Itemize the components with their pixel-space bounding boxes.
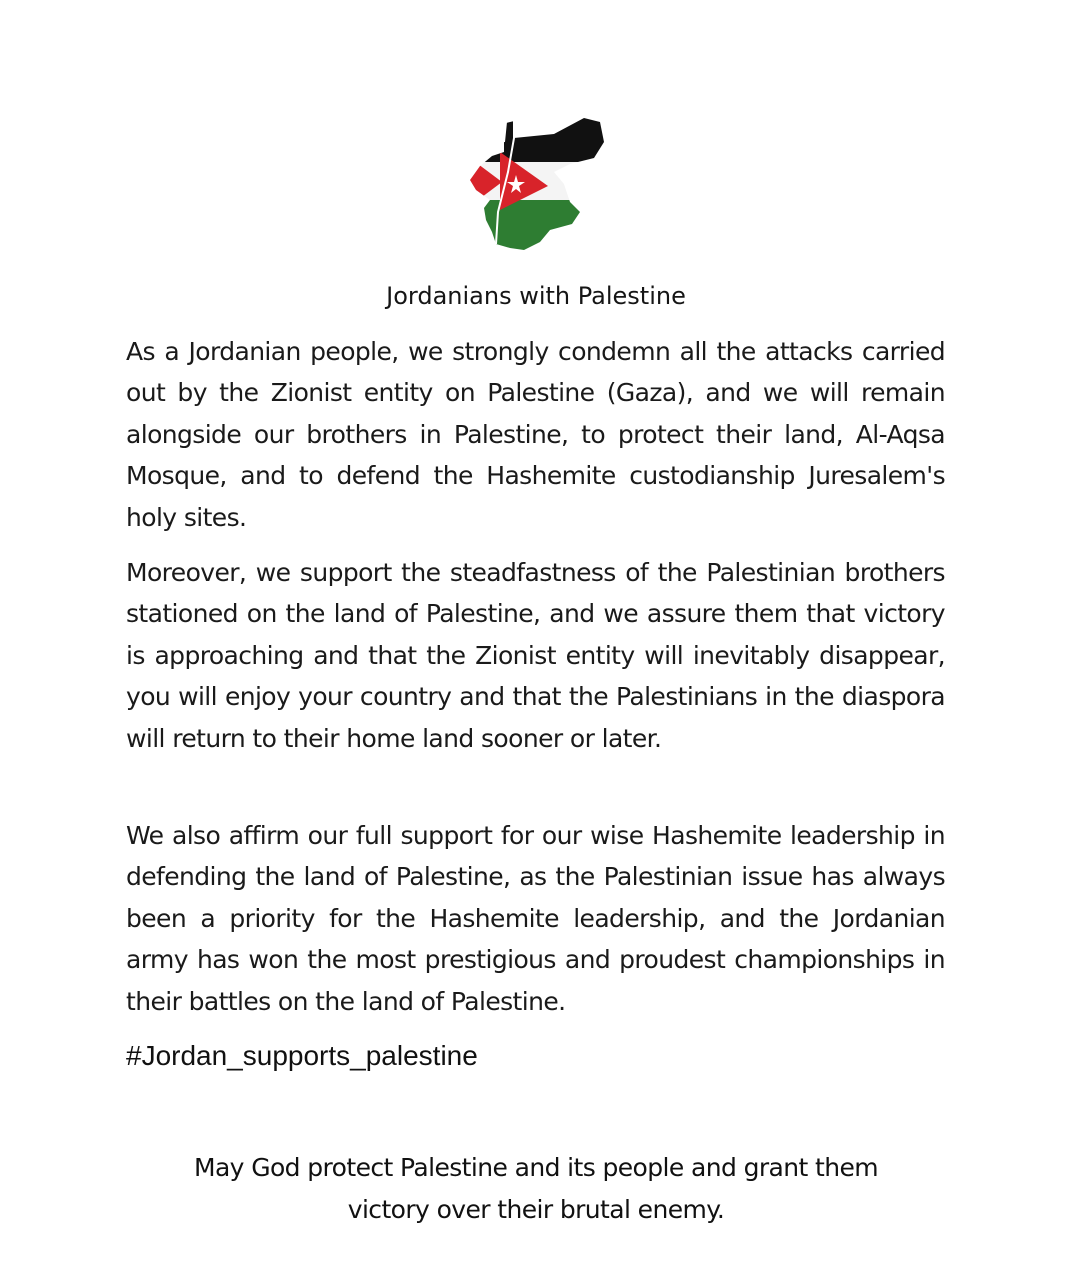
closing-prayer — [0, 1147, 1072, 1231]
closing-line-1: May God protect Palestine and its people and grant them — [193, 1153, 879, 1182]
document-title: Jordanians with Palestine — [386, 282, 686, 310]
jordan-map-flag-icon — [462, 112, 610, 254]
hashtag: #Jordan_supports_palestine — [126, 1040, 478, 1071]
paragraph-support: Moreover, we support the steadfastness of the Palestinian brothers stationed on the land of Palestine, and we assure them that victory is approaching and that the Zionist entity will inevitably disappear, you will enjoy your country and that the Palestinians in the diaspora will return to their home land sooner or later. — [126, 558, 945, 753]
paragraph-leadership: We also affirm our full support for our wise Hashemite leadership in defending the land of Palestine, as the Palestinian issue has always been a priority for the Hashemite leadership, and the Jordanian army has won the most prestigious and proudest championships in their battles on the land of Palestine. — [126, 821, 945, 1016]
closing-line-2: victory over their brutal enemy. — [347, 1195, 725, 1224]
paragraph-condemn: As a Jordanian people, we strongly condemn all the attacks carried out by the Zionist entity on Palestine (Gaza), and we will remain alongside our brothers in Palestine, to protect their land, Al-Aqsa Mosque, and to defend the Hashemite custodianship Juresalem's holy sites. — [126, 337, 945, 532]
